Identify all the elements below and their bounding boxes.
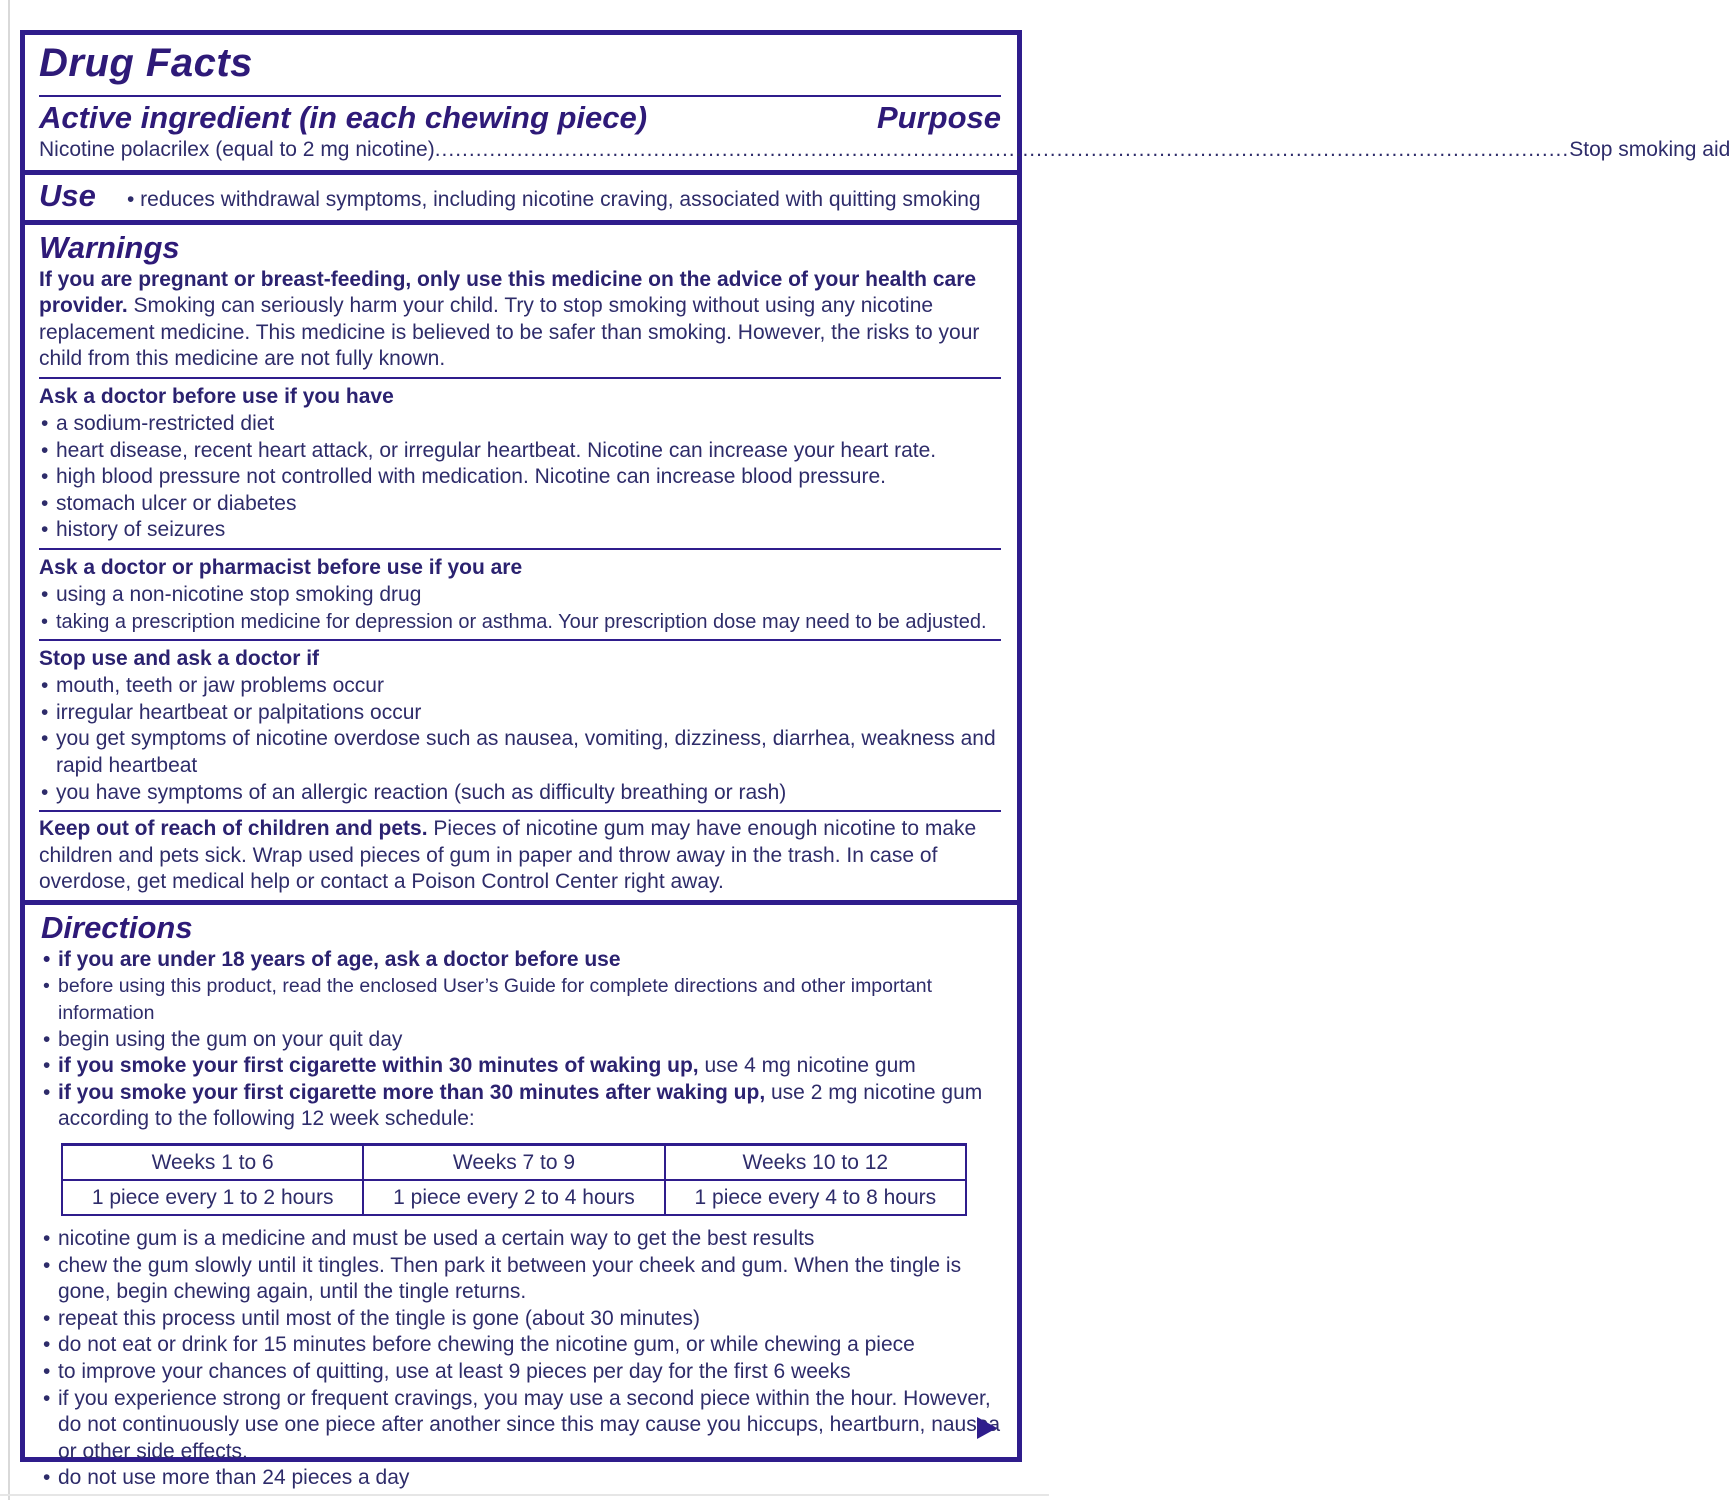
ingredient-name: Nicotine polacrilex (equal to 2 mg nicotine) (39, 138, 435, 161)
warning-divider (39, 639, 1001, 641)
list-item: • do not use more than 24 pieces a day (41, 1465, 1001, 1492)
ingredient-row (39, 137, 1730, 164)
table-cell: 1 piece every 4 to 8 hours (665, 1180, 966, 1215)
leader-dots: ...................................................................................................................................................................... (434, 138, 1570, 161)
pregnancy-warning-bold: If you are pregnant or breast-feeding, only use this medicine on the advice of your health care provider. (39, 267, 977, 318)
table-row (62, 1180, 966, 1215)
direction-bold: if you smoke your first cigarette more than 30 minutes after waking up, (58, 1080, 766, 1104)
table-row (62, 1145, 966, 1181)
keep-out-text: Pieces of nicotine gum may have enough nicotine to make children and pets sick. Wrap used pieces of gum in paper and throw away in the trash. In case of overdose, get medical help or contact a Poison Control Center right away. (39, 817, 977, 894)
play-triangle-icon (977, 1417, 997, 1439)
list-item: • you get symptoms of nicotine overdose such as nausea, vomiting, dizziness, diarrhea, weakness and rapid heartbeat (39, 726, 1001, 779)
list-item: • begin using the gum on your quit day (41, 1027, 1001, 1054)
list-item: • chew the gum slowly until it tingles. Then park it between your cheek and gum. When the tingle is gone, begin chewing again, until the tingle returns. (41, 1253, 1001, 1306)
title-divider (39, 95, 1001, 97)
warnings-heading: Warnings (39, 229, 180, 265)
keep-out-bold: Keep out of reach of children and pets. (39, 817, 428, 841)
list-item: • if you are under 18 years of age, ask a doctor before use (41, 947, 1001, 974)
list-item: • heart disease, recent heart attack, or irregular heartbeat. Nicotine can increase your heart rate. (39, 438, 1001, 465)
use-text: • reduces withdrawal symptoms, including nicotine craving, associated with quitting smoking (127, 187, 981, 211)
pregnancy-warning-text: Smoking can seriously harm your child. Try to stop smoking without using any nicotine replacement medicine. This medicine is believed to be safer than smoking. However, the risks to your child from this medicine are not fully known. (39, 294, 980, 371)
drug-facts-panel (20, 30, 1730, 1490)
use-section (25, 175, 1017, 220)
list-item: • stomach ulcer or diabetes (39, 491, 1001, 518)
active-ingredient-header (39, 99, 1001, 137)
warning-divider (39, 810, 1001, 812)
direction-text: use 2 mg nicotine gum according to the following 12 week schedule: (58, 1080, 983, 1131)
list-item: • taking a prescription medicine for depression or asthma. Your prescription dose may need to be adjusted. (39, 609, 1001, 636)
warning-divider (39, 377, 1001, 379)
list-item: • mouth, teeth or jaw problems occur (39, 673, 1001, 700)
list-item (41, 1080, 1001, 1133)
list-item: • repeat this process until most of the tingle is gone (about 30 minutes) (41, 1306, 1001, 1333)
list-item: • history of seizures (39, 517, 1001, 544)
pregnancy-warning (39, 267, 1001, 373)
left-page-edge (8, 0, 10, 1500)
list-item: • nicotine gum is a medicine and must be used a certain way to get the best results (41, 1226, 1001, 1253)
list-item (41, 1053, 1001, 1080)
ask-pharmacist-heading: Ask a doctor or pharmacist before use if you are (39, 555, 523, 579)
purpose-heading: Purpose (876, 100, 1001, 135)
list-item: • you have symptoms of an allergic reaction (such as difficulty breathing or rash) (39, 780, 1001, 807)
warnings-section (25, 225, 1017, 900)
active-ingredient-heading: Active ingredient (in each chewing piece) (39, 100, 648, 135)
table-cell: 1 piece every 1 to 2 hours (62, 1180, 363, 1215)
directions-heading: Directions (41, 909, 193, 945)
direction-bold: if you smoke your first cigarette within 30 minutes of waking up, (58, 1054, 699, 1078)
table-header-cell: Weeks 10 to 12 (665, 1145, 966, 1181)
list-item: • irregular heartbeat or palpitations occur (39, 700, 1001, 727)
ingredient-purpose: Stop smoking aid (1569, 138, 1730, 161)
page-title: Drug Facts (39, 41, 253, 85)
directions-section (25, 905, 1017, 1492)
list-item: • if you experience strong or frequent cravings, you may use a second piece within the hour. However, do not continuously use one piece after another since this may cause you hiccups, heartburn, nausea or other side effects. (41, 1386, 1001, 1466)
bottom-page-edge (0, 1494, 1049, 1496)
list-item: • a sodium-restricted diet (39, 411, 1001, 438)
active-ingredient-section (25, 41, 1730, 170)
ask-doctor-heading: Ask a doctor before use if you have (39, 384, 394, 408)
warning-divider (39, 548, 1001, 550)
table-header-cell: Weeks 1 to 6 (62, 1145, 363, 1181)
direction-text: use 4 mg nicotine gum (698, 1054, 916, 1078)
use-heading: Use (39, 177, 96, 213)
table-header-cell: Weeks 7 to 9 (363, 1145, 664, 1181)
dosing-schedule-table (61, 1143, 967, 1216)
keep-out-of-reach (39, 816, 1001, 896)
list-item: • to improve your chances of quitting, use at least 9 pieces per day for the first 6 weeks (41, 1359, 1001, 1386)
table-cell: 1 piece every 2 to 4 hours (363, 1180, 664, 1215)
stop-use-heading: Stop use and ask a doctor if (39, 647, 320, 671)
list-item: • high blood pressure not controlled with medication. Nicotine can increase blood pressure. (39, 464, 1001, 491)
list-item: • using a non-nicotine stop smoking drug (39, 582, 1001, 609)
list-item: • before using this product, read the enclosed User’s Guide for complete directions and other important information (41, 973, 1001, 1026)
list-item: • do not eat or drink for 15 minutes before chewing the nicotine gum, or while chewing a piece (41, 1332, 1001, 1359)
